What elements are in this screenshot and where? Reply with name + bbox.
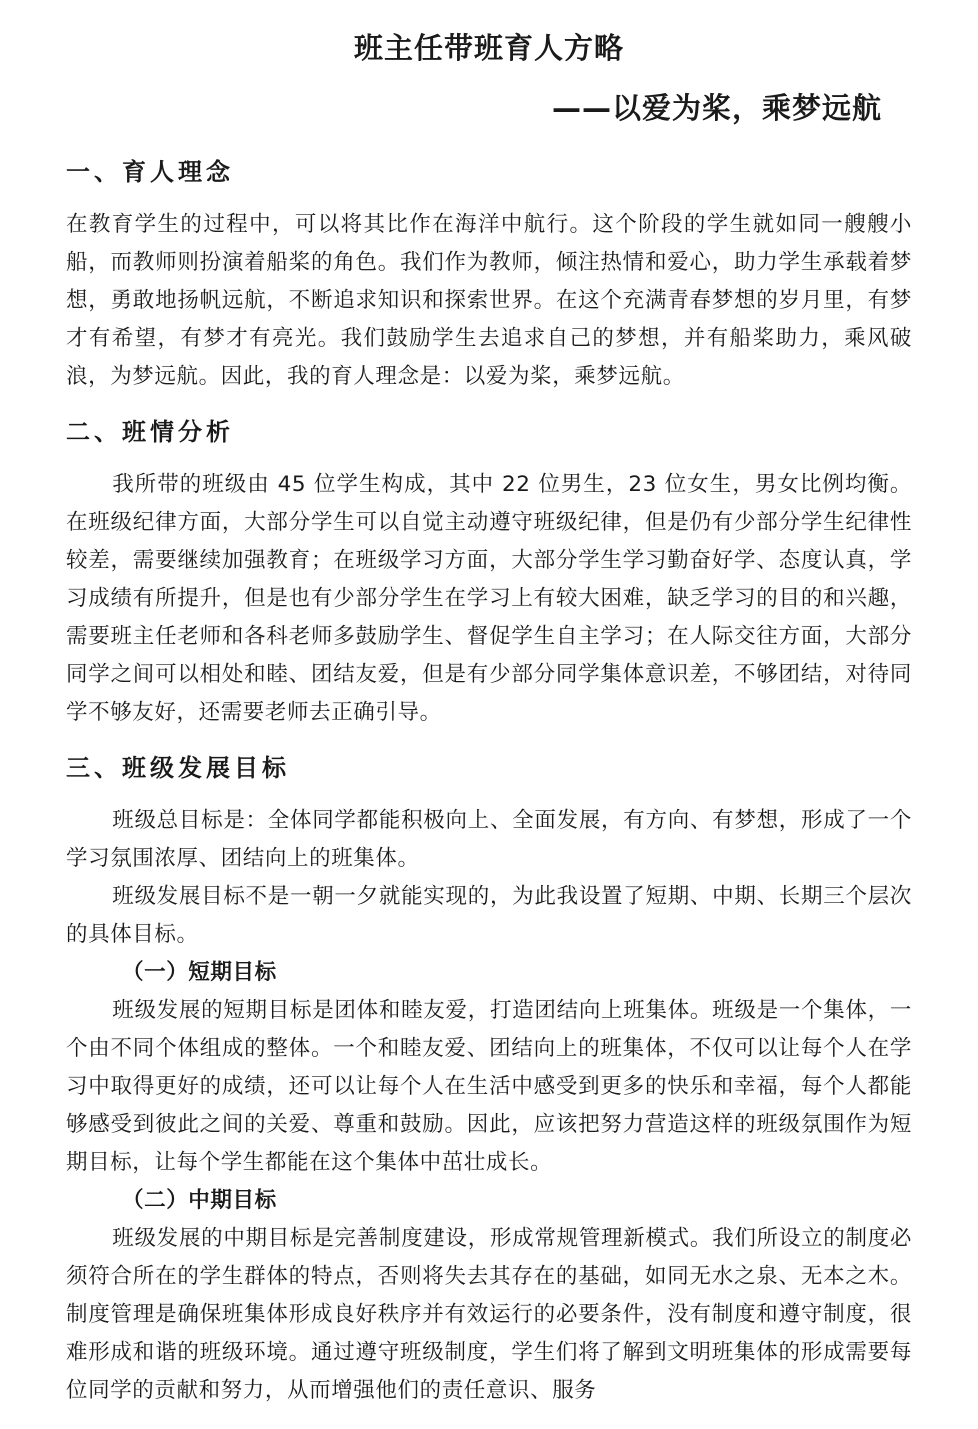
subsection-heading-mid-term: （二）中期目标 [122,1188,277,1213]
subsection-heading-short-term: （一）短期目标 [122,960,277,985]
section-heading: 二、班情分析 [66,417,234,446]
paragraph: 班级总目标是：全体同学都能积极向上、全面发展，有方向、有梦想，形成了一个学习氛围浓厚、团结向上的班集体。 [66,808,912,871]
section-philosophy [66,150,912,396]
paragraph: 班级发展目标不是一朝一夕就能实现的，为此我设置了短期、中期、长期三个层次的具体目标。 [66,884,912,947]
document-title: 班主任带班育人方略 [353,31,624,65]
paragraph: 班级发展的短期目标是团体和睦友爱，打造团结向上班集体。班级是一个集体，一个由不同个体组成的整体。一个和睦友爱、团结向上的班集体，不仅可以让每个人在学习中取得更好的成绩，还可以让每个人在生活中感受到更多的快乐和幸福，每个人都能够感受到彼此之间的关爱、尊重和鼓励。因此，应该把努力营造这样的班级氛围作为短期目标，让每个学生都能在这个集体中茁壮成长。 [66,998,912,1175]
section-heading: 一、育人理念 [66,157,234,186]
paragraph: 在教育学生的过程中，可以将其比作在海洋中航行。这个阶段的学生就如同一艘艘小船，而教师则扮演着船桨的角色。我们作为教师，倾注热情和爱心，助力学生承载着梦想，勇敢地扬帆远航，不断追求知识和探索世界。在这个充满青春梦想的岁月里，有梦才有希望，有梦才有亮光。我们鼓励学生去追求自己的梦想，并有船桨助力，乘风破浪，为梦远航。因此，我的育人理念是：以爱为桨，乘梦远航。 [66,212,912,389]
section-heading: 三、班级发展目标 [66,753,290,782]
paragraph: 班级发展的中期目标是完善制度建设，形成常规管理新模式。我们所设立的制度必须符合所在的学生群体的特点，否则将失去其存在的基础，如同无水之泉、无本之木。制度管理是确保班集体形成良好秩序并有效运行的必要条件，没有制度和遵守制度，很难形成和谐的班级环境。通过遵守班级制度，学生们将了解到文明班集体的形成需要每位同学的贡献和努力，从而增强他们的责任意识、服务 [66,1226,912,1403]
document-subtitle: ——以爱为桨，乘梦远航 [551,91,882,125]
paragraph: 我所带的班级由 45 位学生构成，其中 22 位男生，23 位女生，男女比例均衡。在班级纪律方面，大部分学生可以自觉主动遵守班级纪律，但是仍有少部分学生纪律性较差，需要继续加强教育；在班级学习方面，大部分学生学习勤奋好学、态度认真，学习成绩有所提升，但是也有少部分学生在学习上有较大困难，缺乏学习的目的和兴趣，需要班主任老师和各科老师多鼓励学生、督促学生自主学习；在人际交往方面，大部分同学之间可以相处和睦、团结友爱，但是有少部分同学集体意识差，不够团结，对待同学不够友好，还需要老师去正确引导。 [66,472,912,725]
section-development-goals [66,746,912,1410]
document-body [66,150,912,1410]
section-class-analysis [66,410,912,732]
